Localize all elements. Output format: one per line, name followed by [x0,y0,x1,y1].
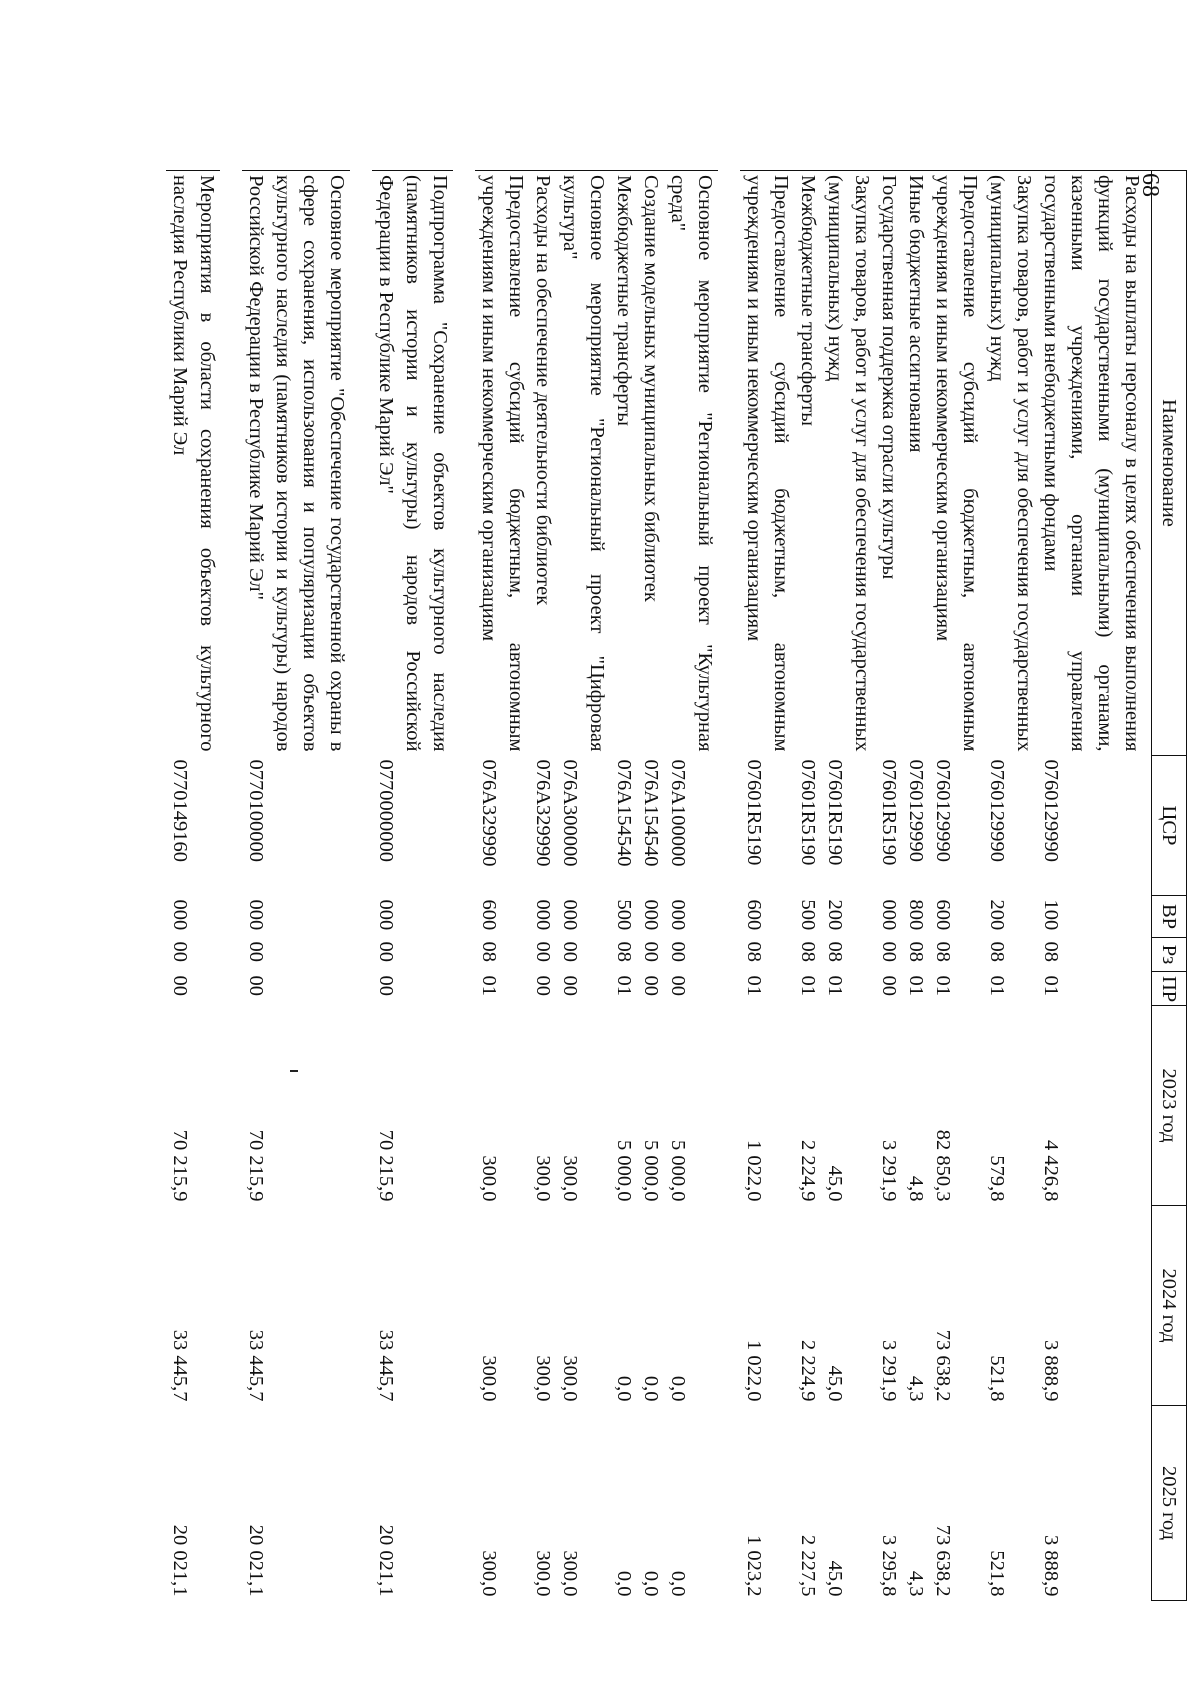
row-name: Государственная поддержка отрасли культуры [875,171,902,756]
row-vr: 800 [905,899,927,931]
row-2025: 0,0 [640,1570,662,1597]
row-2025: 20 021,1 [245,1524,267,1597]
budget-table-container [169,170,1187,1600]
row-2025: 1 023,2 [743,1535,765,1597]
table-row [529,171,556,1601]
row-2025: 300,0 [559,1550,581,1597]
row-vr: 000 [878,899,900,931]
row-spacer [718,171,740,1601]
row-rz: 08 [986,941,1008,962]
row-csr: 076A300000 [559,759,581,867]
row-csr: 076A329990 [478,759,500,867]
row-2023: 5 000,0 [613,1140,635,1202]
row-rz: 00 [245,941,267,962]
row-rz: 08 [905,941,927,962]
stray-mark [290,1070,298,1072]
row-vr: 500 [797,899,819,931]
row-vr: 000 [640,899,662,931]
row-vr: 000 [667,899,689,931]
row-2023: 70 215,9 [245,1129,267,1202]
row-rz: 08 [932,941,954,962]
row-pr: 00 [169,975,191,996]
table-row [983,171,1037,1601]
row-2023: 4 426,8 [1040,1140,1062,1202]
row-rz: 08 [743,941,765,962]
row-spacer [220,171,242,1601]
budget-table [166,170,1187,1601]
row-pr: 01 [986,975,1008,996]
row-csr: 0760129990 [1040,759,1062,862]
row-pr: 01 [1040,975,1062,996]
row-pr: 00 [245,975,267,996]
table-row [610,171,637,1601]
row-2025: 20 021,1 [375,1524,397,1597]
row-2025: 0,0 [667,1570,689,1597]
row-name: Расходы на обеспечение деятельности библиотек [529,171,556,756]
row-2023: 4,8 [905,1175,927,1202]
row-pr: 01 [743,975,765,996]
header-2023: 2023 год [1152,1006,1187,1206]
table-row [372,171,453,1601]
row-2023: 300,0 [532,1155,554,1202]
row-2025: 300,0 [478,1550,500,1597]
row-pr: 01 [613,975,635,996]
row-2023: 70 215,9 [169,1129,191,1202]
row-spacer-cell [220,171,242,1601]
table-body [166,171,1152,1601]
row-pr: 00 [532,975,554,996]
row-vr: 500 [613,899,635,931]
row-2024: 33 445,7 [245,1329,267,1402]
row-csr: 076A329990 [532,759,554,867]
row-2024: 33 445,7 [169,1329,191,1402]
row-name: Межбюджетные трансферты [794,171,821,756]
row-2024: 300,0 [478,1355,500,1402]
row-2025: 0,0 [613,1570,635,1597]
row-2024: 45,0 [824,1365,846,1402]
row-vr: 600 [478,899,500,931]
row-name: Подпрограмма "Сохранение объектов культурного наследия (памятников истории и культуры) народов Российской Федерации в Республике Марий Эл" [372,171,453,756]
row-spacer-cell [718,171,740,1601]
row-2023: 82 850,3 [932,1129,954,1202]
row-rz: 08 [797,941,819,962]
header-pr: ПР [1152,972,1187,1006]
row-2023: 579,8 [986,1155,1008,1202]
row-2025: 300,0 [532,1550,554,1597]
row-vr: 000 [532,899,554,931]
row-csr: 0760129990 [986,759,1008,862]
row-name: Основное мероприятие "Обеспечение государственной охраны в сфере сохранения, использования и популяризации объектов культурного наследия (памятников истории и культуры) народов Российской Федерации в Республике Марий Эл" [242,171,350,756]
row-vr: 600 [743,899,765,931]
row-rz: 00 [878,941,900,962]
row-csr: 07601R5190 [824,759,846,866]
row-name: Основное мероприятие "Региональный проект "Культурная среда" [664,171,718,756]
row-2025: 2 227,5 [797,1535,819,1597]
row-spacer [453,171,475,1601]
table-row [740,171,794,1601]
row-2024: 521,8 [986,1355,1008,1402]
row-2025: 73 638,2 [932,1524,954,1597]
row-vr: 000 [169,899,191,931]
row-2023: 300,0 [478,1155,500,1202]
row-name: Межбюджетные трансферты [610,171,637,756]
row-vr: 100 [1040,899,1062,931]
row-name: Закупка товаров, работ и услуг для обеспечения государственных (муниципальных) нужд [821,171,875,756]
row-2023: 70 215,9 [375,1129,397,1202]
table-row [794,171,821,1601]
row-2024: 73 638,2 [932,1329,954,1402]
row-2024: 2 224,9 [797,1340,819,1402]
row-vr: 600 [932,899,954,931]
table-row [637,171,664,1601]
row-name: Предоставление субсидий бюджетным, автономным учреждениям и иным некоммерческим организациям [929,171,983,756]
row-2024: 3 888,9 [1040,1340,1062,1402]
table-row [902,171,929,1601]
row-2024: 300,0 [559,1355,581,1402]
row-2024: 0,0 [640,1375,662,1402]
row-vr: 200 [824,899,846,931]
row-2024: 3 291,9 [878,1340,900,1402]
table-row [1037,171,1152,1601]
row-2023: 5 000,0 [640,1140,662,1202]
row-spacer-cell [350,171,372,1601]
row-csr: 0770149160 [169,759,191,862]
header-csr: ЦСР [1152,756,1187,896]
row-rz: 08 [613,941,635,962]
row-pr: 01 [905,975,927,996]
row-pr: 00 [878,975,900,996]
row-name: Расходы на выплаты персоналу в целях обеспечения выполнения функций государственными (муниципальными) органами, казенными учреждениями, органами управления государственными внебюджетными фондами [1037,171,1152,756]
row-csr: 076A154540 [640,759,662,867]
row-2024: 0,0 [667,1375,689,1402]
table-row [242,171,350,1601]
row-2023: 45,0 [824,1165,846,1202]
row-spacer [350,171,372,1601]
header-vr: ВР [1152,896,1187,938]
table-row [821,171,875,1601]
table-row [475,171,529,1601]
row-csr: 0760129990 [932,759,954,862]
row-2023: 2 224,9 [797,1140,819,1202]
row-2023: 300,0 [559,1155,581,1202]
header-2025: 2025 год [1152,1406,1187,1601]
row-2025: 3 888,9 [1040,1535,1062,1597]
row-2024: 300,0 [532,1355,554,1402]
table-row [664,171,718,1601]
row-csr: 0770100000 [245,759,267,862]
table-row [929,171,983,1601]
row-csr: 07601R5190 [878,759,900,866]
page-number: 68 [1137,173,1163,197]
row-2025: 3 295,8 [878,1535,900,1597]
row-2025: 20 021,1 [169,1524,191,1597]
row-rz: 08 [824,941,846,962]
row-pr: 01 [824,975,846,996]
row-rz: 08 [478,941,500,962]
header-rz: Рз [1152,938,1187,972]
row-name: Закупка товаров, работ и услуг для обеспечения государственных (муниципальных) нужд [983,171,1037,756]
row-rz: 08 [1040,941,1062,962]
row-2023: 5 000,0 [667,1140,689,1202]
row-vr: 000 [375,899,397,931]
row-rz: 00 [559,941,581,962]
row-name: Предоставление субсидий бюджетным, автономным учреждениям и иным некоммерческим организациям [475,171,529,756]
row-2023: 1 022,0 [743,1140,765,1202]
row-csr: 0760129990 [905,759,927,862]
row-csr: 076A154540 [613,759,635,867]
row-name: Основное мероприятие "Региональный проект "Цифровая культура" [556,171,610,756]
row-name: Мероприятия в области сохранения объектов культурного наследия Республики Марий Эл [166,171,220,756]
row-csr: 076A100000 [667,759,689,867]
row-rz: 00 [532,941,554,962]
row-pr: 00 [667,975,689,996]
table-row [166,171,220,1601]
row-csr: 07601R5190 [797,759,819,866]
table-row [556,171,610,1601]
table-row [875,171,902,1601]
row-2025: 45,0 [824,1560,846,1597]
header-2024: 2024 год [1152,1206,1187,1406]
row-pr: 01 [478,975,500,996]
row-rz: 00 [640,941,662,962]
row-csr: 07601R5190 [743,759,765,866]
row-2024: 33 445,7 [375,1329,397,1402]
row-csr: 0770000000 [375,759,397,862]
row-pr: 00 [375,975,397,996]
header-name: Наименование [1152,171,1187,756]
row-pr: 01 [932,975,954,996]
row-2024: 0,0 [613,1375,635,1402]
row-vr: 000 [559,899,581,931]
row-pr: 01 [797,975,819,996]
row-name: Предоставление субсидий бюджетным, автономным учреждениям и иным некоммерческим организациям [740,171,794,756]
row-2025: 521,8 [986,1550,1008,1597]
row-spacer-cell [453,171,475,1601]
row-2023: 3 291,9 [878,1140,900,1202]
row-rz: 00 [169,941,191,962]
row-rz: 00 [667,941,689,962]
row-vr: 200 [986,899,1008,931]
row-pr: 00 [640,975,662,996]
row-name: Иные бюджетные ассигнования [902,171,929,756]
row-2024: 4,3 [905,1375,927,1402]
row-2025: 4,3 [905,1570,927,1597]
row-2024: 1 022,0 [743,1340,765,1402]
table-header [1152,171,1187,1601]
row-vr: 000 [245,899,267,931]
row-name: Создание модельных муниципальных библиотек [637,171,664,756]
row-rz: 00 [375,941,397,962]
row-pr: 00 [559,975,581,996]
